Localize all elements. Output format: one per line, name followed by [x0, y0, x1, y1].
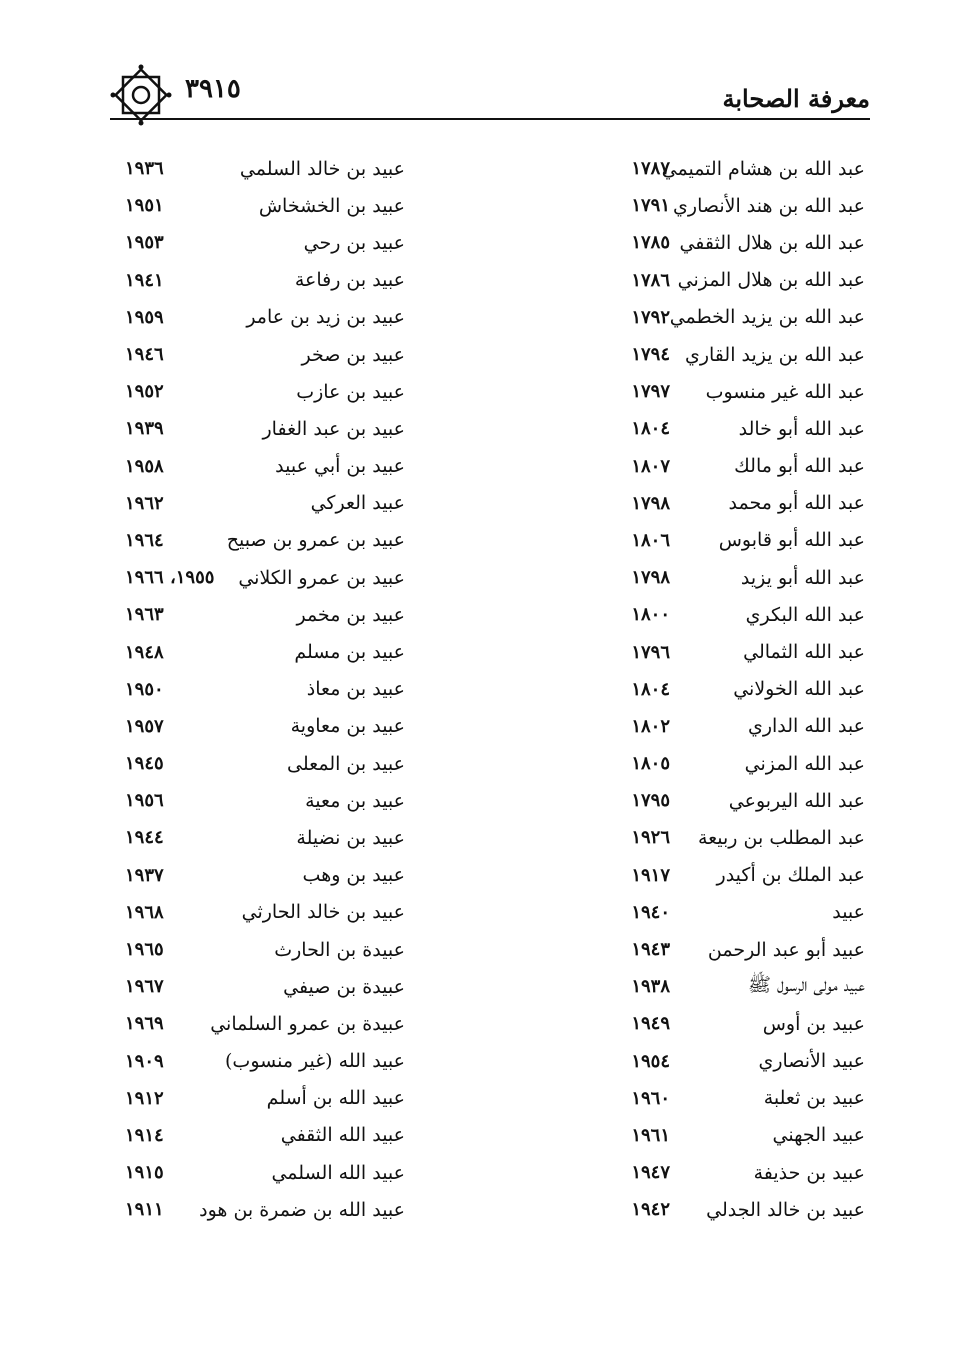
entry-name: عبيد بن خالد الجدلي [706, 1198, 865, 1221]
entry-name: عبيد أبو عبد الرحمن [707, 938, 865, 961]
entry-number: ١٧٨٧ [631, 158, 670, 180]
entry-number: ١٩٤١ [125, 269, 164, 291]
entry-name: عبيد العركي [310, 492, 405, 515]
entry-number: ١٩٦٧ [125, 976, 164, 998]
entry-number: ١٩١٤ [125, 1124, 164, 1146]
entry-number: ١٩٤٣ [631, 939, 670, 961]
entry-number: ١٩٥٥، ١٩٦٦ [125, 567, 215, 589]
entry-name: عبيد بن المعلى [287, 752, 405, 775]
entry-name: عبيدة بن الحارث [274, 938, 405, 961]
index-row [120, 633, 865, 670]
entry-number: ١٧٩٥ [631, 790, 670, 812]
entry-number: ١٨٠٠ [631, 604, 670, 626]
entry-number: ١٩٠٩ [125, 1050, 164, 1072]
index-row [120, 336, 865, 373]
entry-number: ١٩٤٥ [125, 753, 164, 775]
star-ornament-icon [110, 64, 172, 126]
entry-number: ١٩٤٩ [631, 1013, 670, 1035]
entry-number: ١٧٨٦ [631, 269, 670, 291]
index-row [120, 1117, 865, 1154]
entry-number: ١٧٩٧ [631, 381, 670, 403]
entry-name: عبيد بن نضيلة [296, 826, 405, 849]
entry-number: ١٧٩٤ [631, 344, 670, 366]
entry-name: عبد الله اليربوعي [728, 789, 865, 812]
entry-number: ١٩٤٢ [631, 1199, 670, 1221]
index-row [120, 708, 865, 745]
entry-name: عبيد بن حذيفة [753, 1161, 865, 1184]
entry-number: ١٧٩٢ [631, 306, 670, 328]
entry-name: عبيد بن أوس [762, 1012, 865, 1035]
entry-number: ١٩١١ [125, 1199, 164, 1221]
index-row [120, 1005, 865, 1042]
entry-name: عبيد بن عمرو الكلاني [238, 566, 405, 589]
entry-name: عبد الله البكري [745, 603, 865, 626]
entry-number: ١٩٤٤ [125, 827, 164, 849]
entry-number: ١٩٥٦ [125, 790, 164, 812]
entry-name: عبيد بن خالد السلمي [239, 157, 405, 180]
entry-number: ١٩٦٠ [631, 1087, 670, 1109]
entry-name: عبيد بن عازب [296, 380, 405, 403]
index-row [120, 745, 865, 782]
entry-name: عبد الله بن هشام التميمي [661, 157, 865, 180]
entry-name: عبيد الله الثقفي [280, 1124, 405, 1147]
entry-number: ١٩٤٨ [125, 641, 164, 663]
entry-name: عبد الله أبو خالد [738, 417, 865, 440]
entry-name: عبيد بن وهب [302, 864, 405, 887]
entry-number: ١٩١٧ [631, 864, 670, 886]
index-row [120, 1080, 865, 1117]
index-row [120, 857, 865, 894]
entry-number: ١٩٦٥ [125, 939, 164, 961]
entry-name: عبيدة بن صيفي [283, 975, 405, 998]
entry-number: ١٩٦١ [631, 1124, 670, 1146]
entry-name: عبد الله أبو قابوس [718, 529, 865, 552]
entry-name: عبد الملك بن أكيدر [716, 864, 865, 887]
entry-name: عبد الله بن هند الأنصاري [673, 194, 865, 217]
index-row [120, 596, 865, 633]
entry-name: عبد الله الداري [747, 715, 865, 738]
entry-name: عبيد بن رحي [303, 231, 405, 254]
entry-number: ١٩٥٨ [125, 455, 164, 477]
index-row [120, 187, 865, 224]
entry-number: ١٧٩٨ [631, 567, 670, 589]
index-row [120, 299, 865, 336]
entry-name: عبيد الله بن ضمرة بن هود [199, 1198, 405, 1221]
entry-name: عبيد بن صخر [301, 343, 405, 366]
entry-name: عبيد الجهني [772, 1124, 865, 1147]
entry-name: عبيد بن الخشخاش [258, 194, 405, 217]
entry-number: ١٧٩٦ [631, 641, 670, 663]
entry-number: ١٩٤٦ [125, 344, 164, 366]
entry-number: ١٩٣٨ [631, 976, 670, 998]
entry-number: ١٨٠٥ [631, 753, 670, 775]
entry-name: عبد الله الخولاني [733, 678, 865, 701]
entry-number: ١٩٥٤ [631, 1050, 670, 1072]
entry-name: عبيد بن معاوية [290, 715, 405, 738]
index-row [120, 671, 865, 708]
entry-number: ١٧٩٨ [631, 492, 670, 514]
entry-name: عبيد بن عبد الغفار [262, 417, 405, 440]
entry-number: ١٩٦٢ [125, 492, 164, 514]
entry-number: ١٩٥٢ [125, 381, 164, 403]
entry-name: عبد الله بن يزيد القاري [684, 343, 865, 366]
index-row [120, 485, 865, 522]
entry-name: عبيد [832, 901, 865, 924]
index-row [120, 1154, 865, 1191]
entry-name: عبيد بن مسلم [294, 641, 405, 664]
entry-number: ١٩٣٧ [125, 864, 164, 886]
index-table [120, 150, 865, 1228]
entry-name: عبيد الأنصاري [758, 1050, 865, 1073]
entry-name: عبد الله أبو يزيد [740, 566, 865, 589]
entry-number: ١٩٥١ [125, 195, 164, 217]
entry-name: عبيدة بن عمرو السلماني [210, 1012, 405, 1035]
entry-name: عبيد بن خالد الحارثي [241, 901, 405, 924]
entry-name: عبد الله المزني [744, 752, 865, 775]
entry-number: ١٩٥٠ [125, 678, 164, 700]
entry-name: عبد الله أبو محمد [728, 492, 865, 515]
entry-number: ١٩٥٧ [125, 715, 164, 737]
entry-number: ١٧٩١ [631, 195, 670, 217]
page-number: ٣٩١٥ [185, 74, 241, 104]
entry-number: ١٩٦٣ [125, 604, 164, 626]
entry-name: عبيد بن عمرو بن صبيح [226, 529, 405, 552]
index-row [120, 968, 865, 1005]
entry-number: ١٩٣٦ [125, 158, 164, 180]
entry-name: عبد الله غير منسوب [705, 380, 865, 403]
index-row [120, 1043, 865, 1080]
entry-number: ١٨٠٦ [631, 529, 670, 551]
entry-name: عبد الله الثمالي [743, 641, 865, 664]
entry-name: عبيد الله بن أسلم [266, 1087, 405, 1110]
entry-name: عبيد الله السلمي [271, 1161, 405, 1184]
entry-number: ١٩٦٤ [125, 529, 164, 551]
index-row [120, 224, 865, 261]
entry-number: ١٨٠٢ [631, 715, 670, 737]
entry-number: ١٩٤٠ [631, 901, 670, 923]
entry-number: ١٨٠٤ [631, 418, 670, 440]
index-row [120, 894, 865, 931]
entry-number: ١٩٥٣ [125, 232, 164, 254]
header-rule [110, 118, 870, 120]
entry-name: عبيد الله (غير منسوب) [225, 1050, 405, 1073]
index-row [120, 262, 865, 299]
index-row [120, 819, 865, 856]
index-row [120, 150, 865, 187]
entry-name: عبيد بن زيد بن عامر [246, 306, 405, 329]
entry-name: عبيد بن معاذ [306, 678, 405, 701]
entry-name: عبيد مولى الرسول ﷺ [748, 973, 865, 996]
index-row [120, 931, 865, 968]
entry-number: ١٩٤٧ [631, 1162, 670, 1184]
index-row [120, 782, 865, 819]
entry-name: عبيد بن ثعلبة [763, 1087, 865, 1110]
entry-number: ١٩٦٨ [125, 901, 164, 923]
index-row [120, 1191, 865, 1228]
entry-name: عبد الله بن هلال الثقفي [679, 231, 865, 254]
entry-name: عبد الله أبو مالك [734, 455, 865, 478]
index-row [120, 410, 865, 447]
entry-number: ١٨٠٤ [631, 678, 670, 700]
entry-name: عبيد بن مخمر [296, 603, 405, 626]
entry-name: عبد الله بن هلال المزني [677, 269, 865, 292]
entry-number: ١٨٠٧ [631, 455, 670, 477]
index-row [120, 522, 865, 559]
page-header [110, 70, 870, 120]
entry-number: ١٩٢٦ [631, 827, 670, 849]
entry-number: ١٩٥٩ [125, 306, 164, 328]
entry-name: عبد المطلب بن ربيعة [697, 826, 865, 849]
entry-number: ١٧٨٥ [631, 232, 670, 254]
running-title: معرفة الصحابة [722, 84, 870, 113]
entry-name: عبيد بن معية [305, 789, 405, 812]
entry-number: ١٩١٢ [125, 1087, 164, 1109]
index-row [120, 373, 865, 410]
entry-number: ١٩٦٩ [125, 1013, 164, 1035]
index-row [120, 448, 865, 485]
entry-number: ١٩٣٩ [125, 418, 164, 440]
entry-name: عبد الله بن يزيد الخطمي [669, 306, 865, 329]
entry-name: عبيد بن أبي عبيد [275, 455, 405, 478]
entry-name: عبيد بن رفاعة [294, 269, 405, 292]
index-row [120, 559, 865, 596]
entry-number: ١٩١٥ [125, 1162, 164, 1184]
